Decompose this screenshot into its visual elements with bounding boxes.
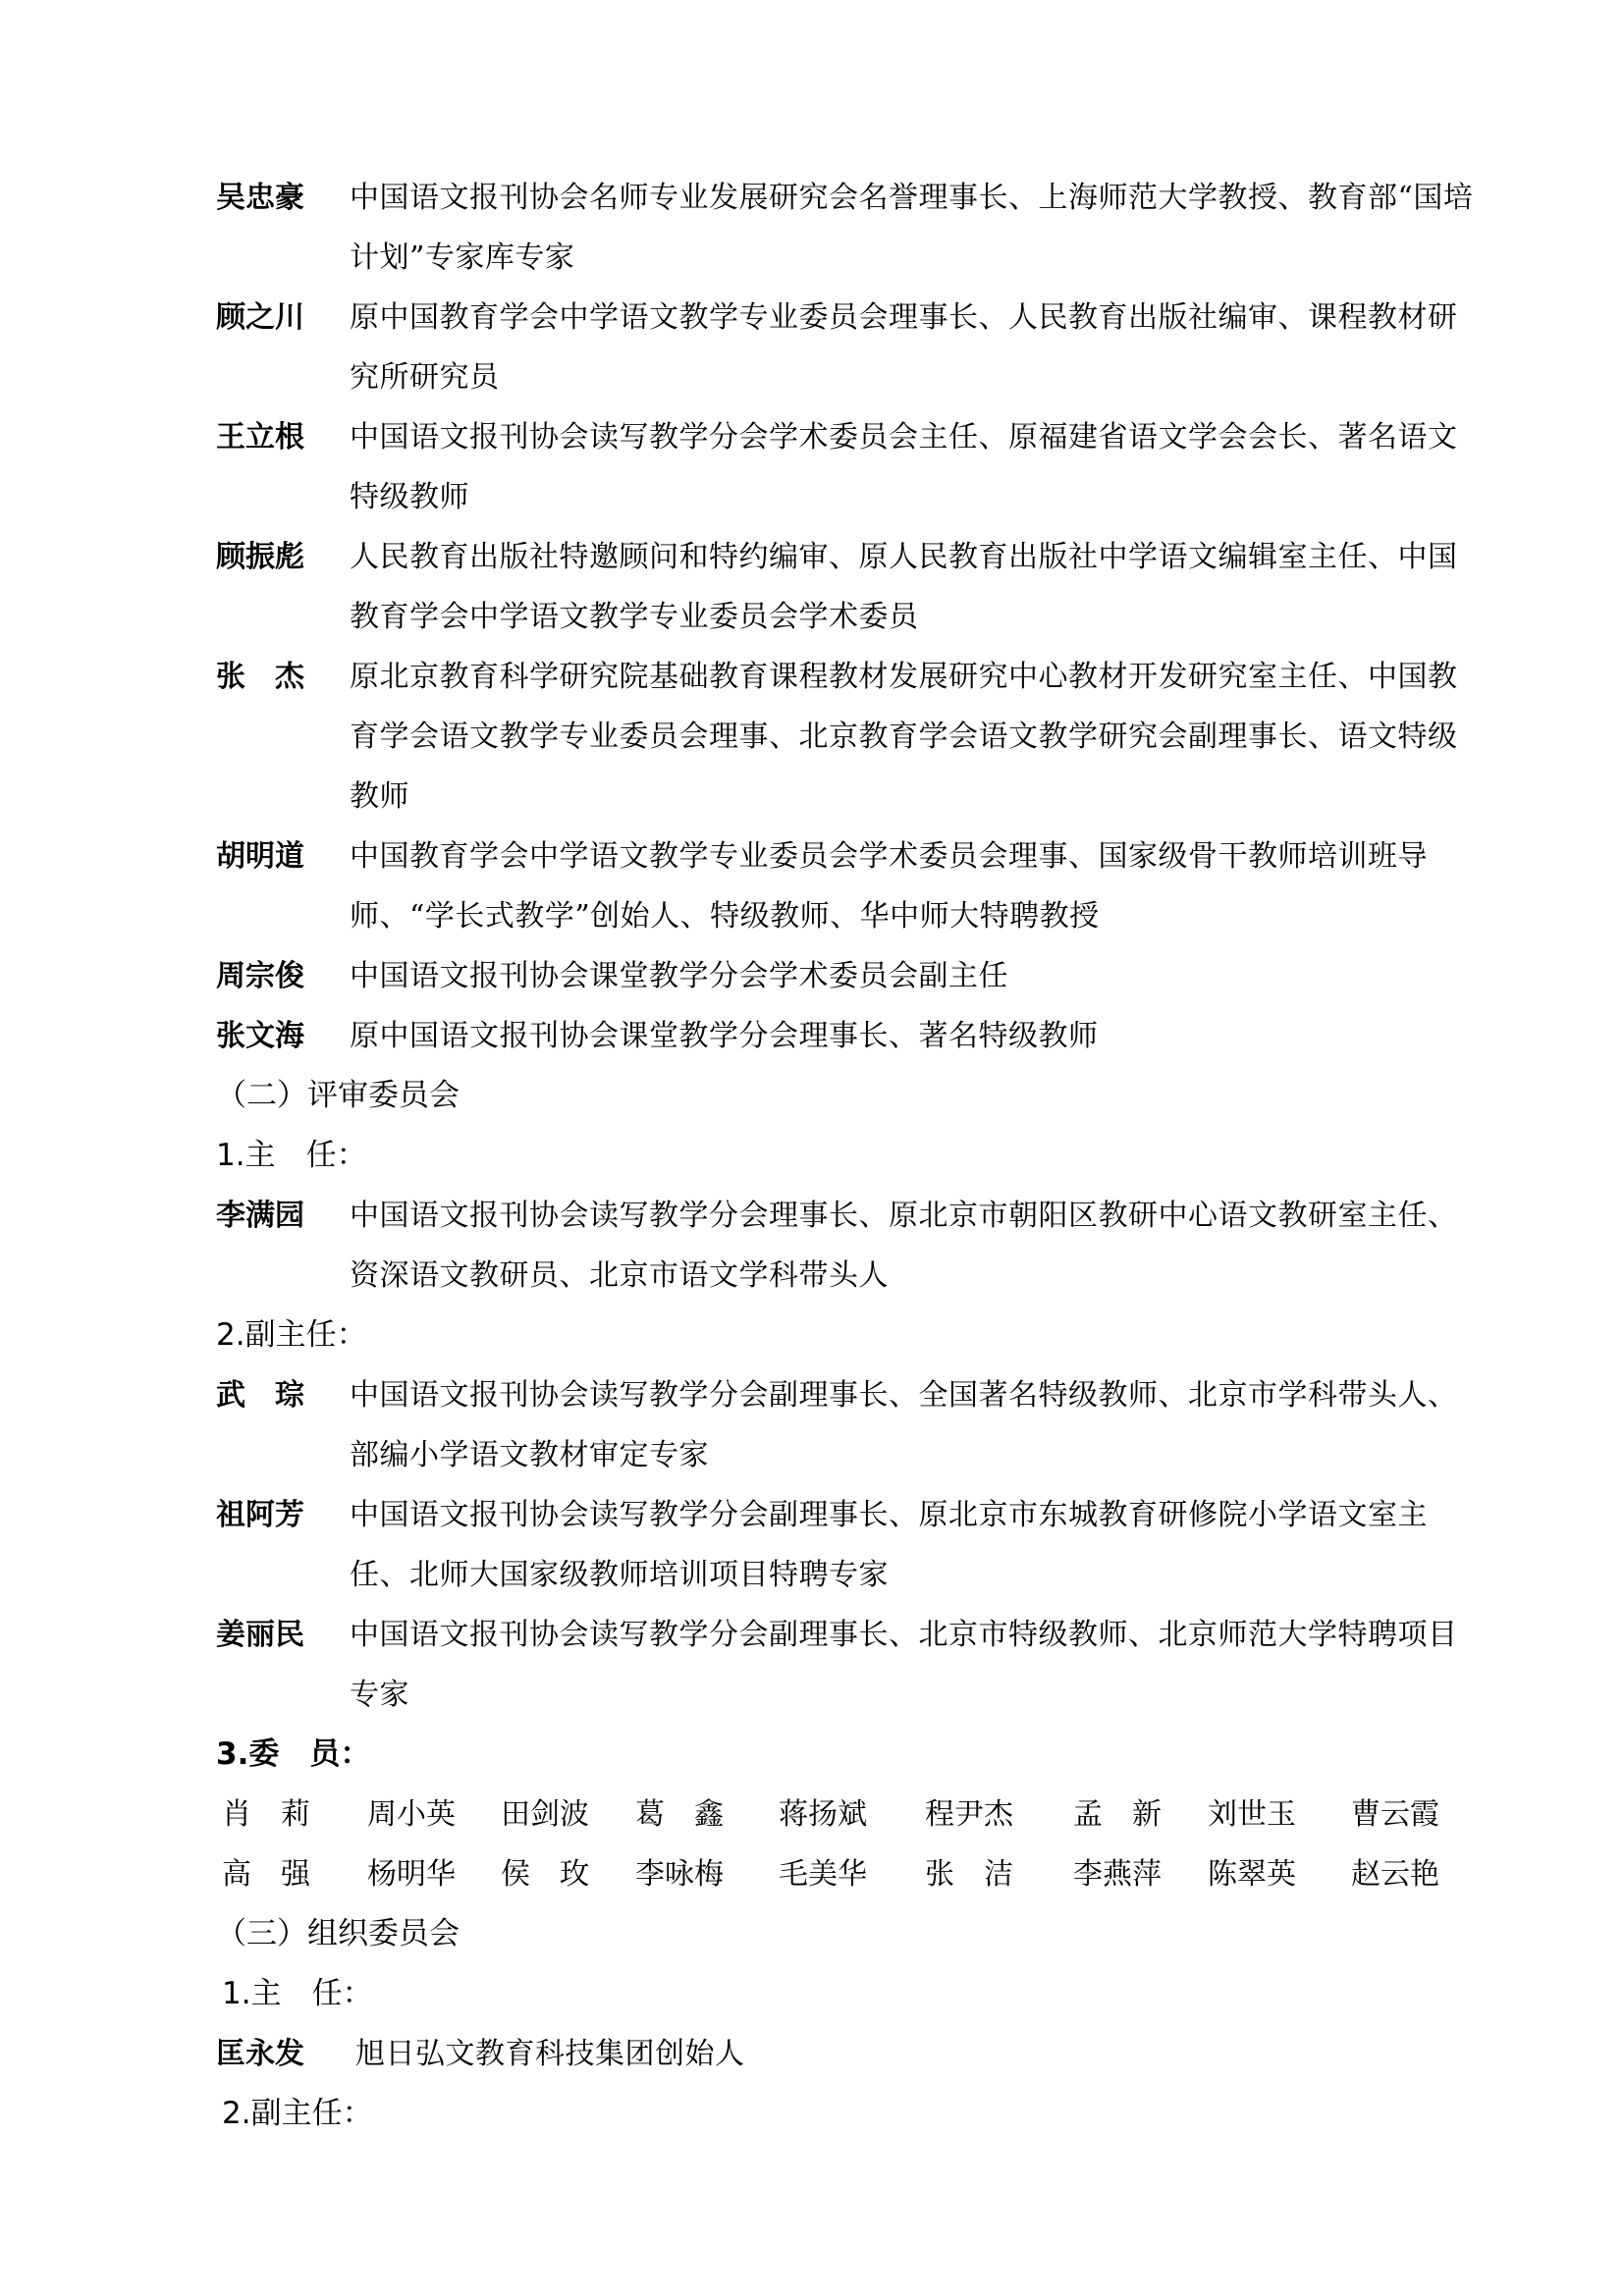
- person-name: 顾之川: [216, 300, 304, 335]
- member-name: 曹云霞: [1351, 1797, 1439, 1832]
- member-name: 孟 新: [1073, 1797, 1162, 1832]
- review-director-label: 1.主 任：: [216, 1138, 367, 1173]
- person-name: 顾振彪: [216, 540, 304, 574]
- member-name: 葛 鑫: [635, 1797, 724, 1832]
- person-name: 李满园: [216, 1199, 304, 1233]
- person-description: 人民教育出版社特邀顾问和特约编审、原人民教育出版社中学语文编辑室主任、中国教育学会中学语文教学专业委员会学术委员: [350, 540, 1458, 634]
- member-name: 杨明华: [367, 1857, 456, 1892]
- person-name: 张文海: [216, 1019, 304, 1053]
- person-name: 王立根: [216, 420, 304, 454]
- person-description: 原中国教育学会中学语文教学专业委员会理事长、人民教育出版社编审、课程教材研究所研究员: [350, 300, 1458, 395]
- member-name: 张 洁: [925, 1857, 1013, 1892]
- organizing-deputy-label: 2.副主任：: [222, 2096, 373, 2131]
- person-name: 匡永发: [216, 2037, 304, 2071]
- entry-zhang-wenhai: [216, 1006, 1483, 1066]
- member-name: 周小英: [367, 1797, 456, 1832]
- entry-wu-zhonghao: [216, 168, 1483, 288]
- entry-wang-ligen: [216, 407, 1483, 527]
- person-name: 胡明道: [216, 839, 304, 874]
- entry-zhou-zongjun: [216, 946, 1483, 1006]
- person-description: 中国语文报刊协会课堂教学分会学术委员会副主任: [350, 959, 1008, 993]
- entry-review-deputy: [216, 1485, 1483, 1605]
- entry-review-director: [216, 1186, 1483, 1306]
- member-name: 赵云艳: [1351, 1857, 1439, 1892]
- review-members-label: 3.委 员：: [216, 1736, 371, 1772]
- person-description: 中国教育学会中学语文教学专业委员会学术委员会理事、国家级骨干教师培训班导师、“学长式教学”创始人、特级教师、华中师大特聘教授: [350, 839, 1428, 934]
- person-name: 张 杰: [216, 660, 304, 694]
- member-name: 蒋扬斌: [779, 1797, 867, 1832]
- member-name: 陈翠英: [1208, 1857, 1296, 1892]
- person-name: 祖阿芳: [216, 1498, 304, 1532]
- entry-review-deputy: [216, 1605, 1483, 1725]
- entry-review-deputy: [216, 1365, 1483, 1485]
- organizing-director-label: 1.主 任：: [222, 1976, 373, 2011]
- member-row: [222, 1844, 1498, 1904]
- entry-hu-mingdao: [216, 827, 1483, 946]
- person-description: 中国语文报刊协会读写教学分会副理事长、全国著名特级教师、北京市学科带头人、部编小学语文教材审定专家: [350, 1378, 1458, 1472]
- person-description: 中国语文报刊协会读写教学分会副理事长、北京市特级教师、北京师范大学特聘项目专家: [350, 1618, 1458, 1712]
- person-name: 姜丽民: [216, 1618, 304, 1652]
- entry-gu-zhenbiao: [216, 527, 1483, 647]
- member-name: 李咏梅: [635, 1857, 724, 1892]
- entry-zhang-jie: [216, 647, 1483, 827]
- person-name: 周宗俊: [216, 959, 304, 993]
- member-name: 高 强: [222, 1857, 310, 1892]
- person-description: 中国语文报刊协会读写教学分会学术委员会主任、原福建省语文学会会长、著名语文特级教师: [350, 420, 1458, 514]
- member-name: 毛美华: [779, 1857, 867, 1892]
- member-row: [222, 1785, 1498, 1844]
- member-name: 程尹杰: [925, 1797, 1013, 1832]
- person-name: 吴忠豪: [216, 181, 304, 215]
- member-name: 肖 莉: [222, 1797, 310, 1832]
- entry-gu-zhichuan: [216, 288, 1483, 407]
- member-name: 李燕萍: [1073, 1857, 1162, 1892]
- review-deputy-label: 2.副主任：: [216, 1317, 367, 1353]
- member-name: 刘世玉: [1208, 1797, 1296, 1832]
- member-list: [222, 1785, 1498, 1904]
- person-description: 旭日弘文教育科技集团创始人: [355, 2037, 745, 2071]
- person-name: 武 琮: [216, 1378, 304, 1413]
- member-name: 田剑波: [501, 1797, 589, 1832]
- person-description: 中国语文报刊协会读写教学分会副理事长、原北京市东城教育研修院小学语文室主任、北师大国家级教师培训项目特聘专家: [350, 1498, 1428, 1592]
- person-description: 中国语文报刊协会名师专业发展研究会名誉理事长、上海师范大学教授、教育部“国培计划”专家库专家: [350, 181, 1474, 275]
- person-description: 中国语文报刊协会读写教学分会理事长、原北京市朝阳区教研中心语文教研室主任、资深语文教研员、北京市语文学科带头人: [350, 1199, 1458, 1293]
- section-heading-organizing: （三）组织委员会: [216, 1916, 460, 1951]
- person-description: 原北京教育科学研究院基础教育课程教材发展研究中心教材开发研究室主任、中国教育学会语文教学专业委员会理事、北京教育学会语文教学研究会副理事长、语文特级教师: [350, 660, 1458, 814]
- member-name: 侯 玫: [501, 1857, 589, 1892]
- entry-organizing-director: [216, 2024, 1483, 2084]
- person-description: 原中国语文报刊协会课堂教学分会理事长、著名特级教师: [350, 1019, 1099, 1053]
- section-heading-review: （二）评审委员会: [216, 1078, 460, 1113]
